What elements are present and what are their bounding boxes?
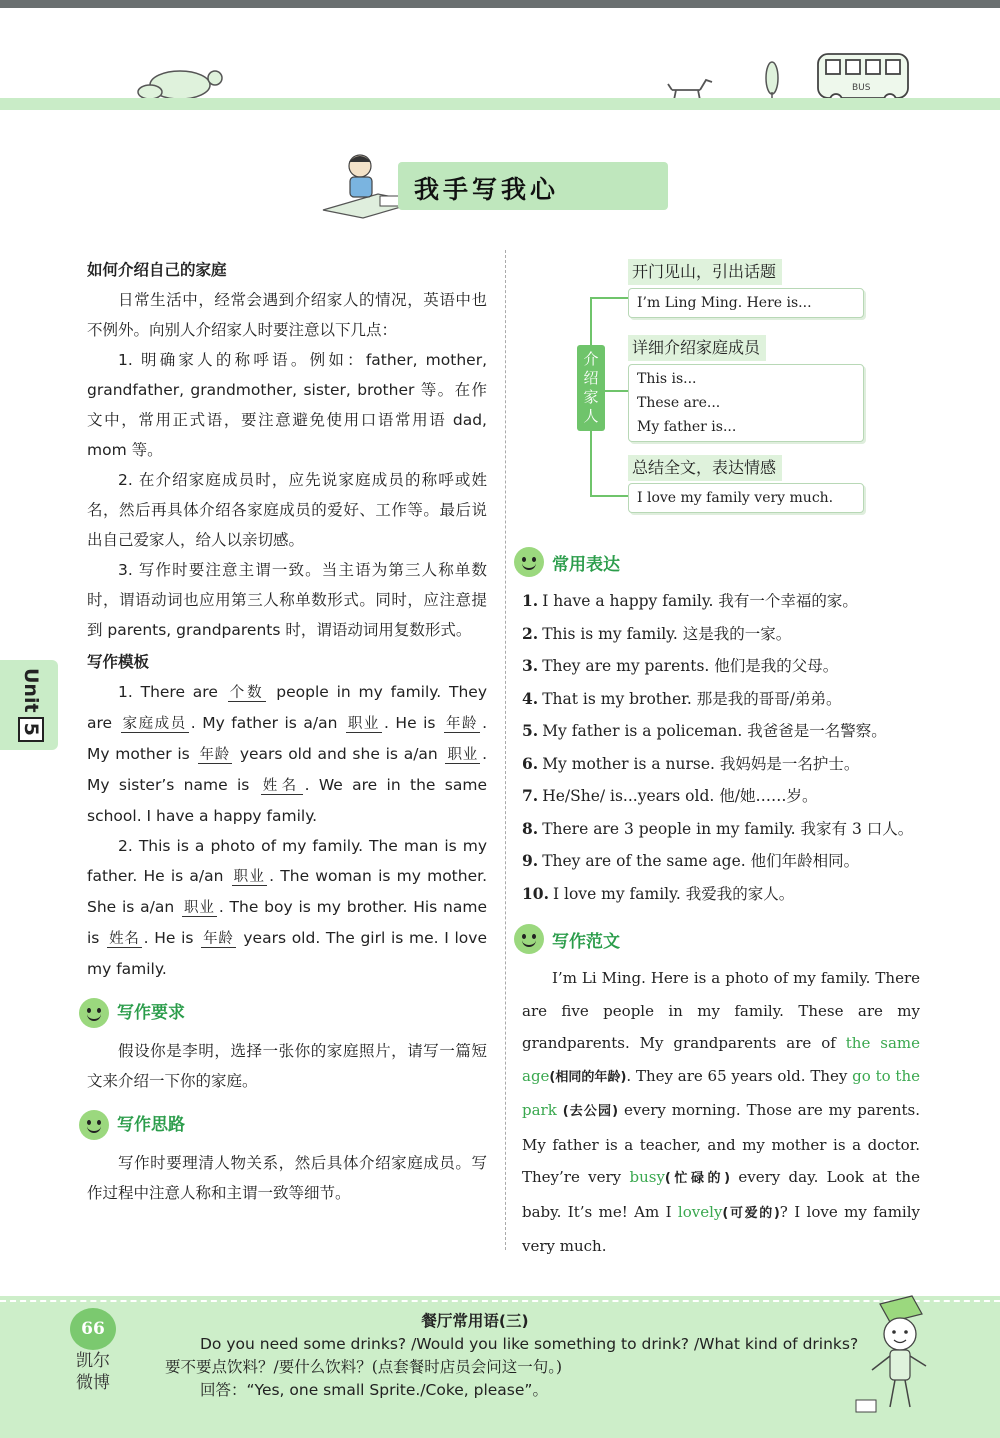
top-border	[0, 0, 1000, 8]
expression-item: 6. My mother is a nurse. 我妈妈是一名护士。	[522, 753, 860, 773]
smiley-icon	[79, 998, 109, 1028]
expressions-header	[514, 545, 920, 579]
expressions-label: 常用表达	[552, 554, 620, 575]
mind-map-branch	[590, 297, 630, 299]
bus-label: BUS	[852, 83, 871, 93]
template-heading: 写作模板	[87, 653, 150, 671]
mind-map-node-2-box	[628, 364, 864, 442]
sample-header	[514, 922, 920, 956]
ideas-label: 写作思路	[117, 1115, 185, 1135]
expression-item: 1. I have a happy family. 我有一个幸福的家。	[522, 591, 858, 610]
requirement-text: 假设你是李明，选择一张你的家庭照片，请写一篇短文来介绍一下你的家庭。	[87, 1042, 487, 1090]
mind-map-branch	[590, 495, 630, 497]
mind-map-line: This is...	[637, 371, 697, 387]
page-title: 我手写我心	[414, 175, 560, 204]
column-divider	[505, 250, 506, 1250]
unit-number: 5	[18, 717, 44, 742]
point-1: 1. 明确家人的称呼语。例如：father, mother, grandfather, grandmother, sister, brother 等。在作文中，常用正式语，要注意避免使用口语常用语 dad, mom 等。	[87, 351, 487, 459]
mind-map-node-3-title: 总结全文，表达情感	[628, 455, 782, 481]
ideas-header	[79, 1108, 487, 1142]
requirement-header	[79, 996, 487, 1030]
intro-paragraph: 日常生活中，经常会遇到介绍家人的情况，英语中也不例外。向别人介绍家人时要注意以下几点：	[87, 291, 487, 339]
expression-item: 7. He/She/ is...years old. 他/她……岁。	[522, 786, 818, 805]
page-number: 66	[70, 1308, 116, 1350]
footer-line-3: 回答：“Yes, one small Sprite./Coke, please”。	[200, 1381, 548, 1399]
dog-icon	[668, 80, 712, 100]
expression-item: 9. They are of the same age. 他们年龄相同。	[522, 851, 860, 870]
expression-item: 10. I love my family. 我爱我的家人。	[522, 883, 795, 903]
smiley-icon	[79, 1110, 109, 1140]
expression-item: 3. They are my parents. 他们是我的父母。	[522, 656, 839, 675]
expression-item: 2. This is my family. 这是我的一家。	[522, 623, 792, 643]
expression-item: 5. My father is a policeman. 我爸爸是一名警察。	[522, 721, 887, 740]
mind-map-center: 介绍家人	[577, 345, 605, 431]
turtle-icon	[138, 71, 222, 99]
sample-label: 写作范文	[552, 931, 620, 952]
left-column	[87, 255, 487, 1208]
smiley-icon	[514, 547, 544, 577]
brand-label: 凯尔微博	[76, 1351, 110, 1393]
mind-map-line: These are...	[637, 395, 721, 411]
section-title	[318, 150, 678, 220]
mind-map	[570, 255, 870, 520]
footer-content	[165, 1310, 859, 1402]
template-2: 2. This is a photo of my family. The man is my father. He is a/an 职业 . The woman is my mother. She is a/an 职业 . The boy is my brother. His name is 姓名 . He is 年龄 years old. The girl is me. I love my family.	[87, 837, 488, 978]
unit-word: Unit	[20, 668, 42, 713]
point-2: 2. 在介绍家庭成员时，应先说家庭成员的称呼或姓名，然后再具体介绍各家庭成员的爱好、工作等。最后说出自己爱家人，给人以亲切感。	[87, 471, 487, 549]
sample-essay: I’m Li Ming. Here is a photo of my family. There are five people in my family. These are my grandparents. My grandparents are of the same age(相同的年龄). They are 65 years old. They go to the park (去公园) every morning. Those are my parents. My father is a teacher, and my mother is a doctor. They’re very busy(忙碌的) every day. Look at the baby. It’s me! Am I lovely(可爱的)? I love my family very much.	[522, 969, 920, 1255]
ideas-text: 写作时要理清人物关系，然后具体介绍家庭成员。写作过程中注意人称和主谓一致等细节。	[87, 1154, 487, 1202]
right-column	[522, 545, 920, 1263]
left-heading: 如何介绍自己的家庭	[87, 261, 227, 279]
mind-map-node-1-title: 开门见山，引出话题	[628, 259, 782, 285]
expression-item: 8. There are 3 people in my family. 我家有 3 口人。	[522, 818, 914, 838]
mind-map-line: My father is...	[637, 419, 737, 435]
mind-map-node-3-box: I love my family very much.	[628, 483, 864, 513]
template-1: 1. There are 个数 people in my family. They are 家庭成员 . My father is a/an 职业 . He is 年龄 . My mother is 年龄 years old and she is a/an 职业 . My sister’s name is 姓名 . We are in the same school. I have a happy family.	[87, 683, 488, 825]
smiley-icon	[514, 924, 544, 954]
requirement-label: 写作要求	[117, 1003, 185, 1023]
mind-map-node-2-title: 详细介绍家庭成员	[628, 335, 766, 361]
expression-item: 4. That is my brother. 那是我的哥哥/弟弟。	[522, 688, 842, 708]
footer-line-1: Do you need some drinks? /Would you like something to drink? /What kind of drinks?	[200, 1335, 859, 1353]
unit-label	[18, 668, 44, 742]
tree-icon	[766, 62, 778, 102]
mind-map-node-1-box: I’m Ling Ming. Here is...	[628, 288, 864, 318]
footer-title: 餐厅常用语(三)	[421, 1312, 529, 1330]
point-3: 3. 写作时要注意主谓一致。当主语为第三人称单数时，谓语动词也应用第三人称单数形式。同时，应注意提到 parents, grandparents 时，谓语动词用复数形式。	[87, 561, 487, 639]
student-illustration-icon	[850, 1292, 940, 1432]
header-strip	[0, 98, 1000, 110]
footer-line-2: 要不要点饮料？/要什么饮料？(点套餐时店员会问这一句。)	[165, 1358, 563, 1376]
